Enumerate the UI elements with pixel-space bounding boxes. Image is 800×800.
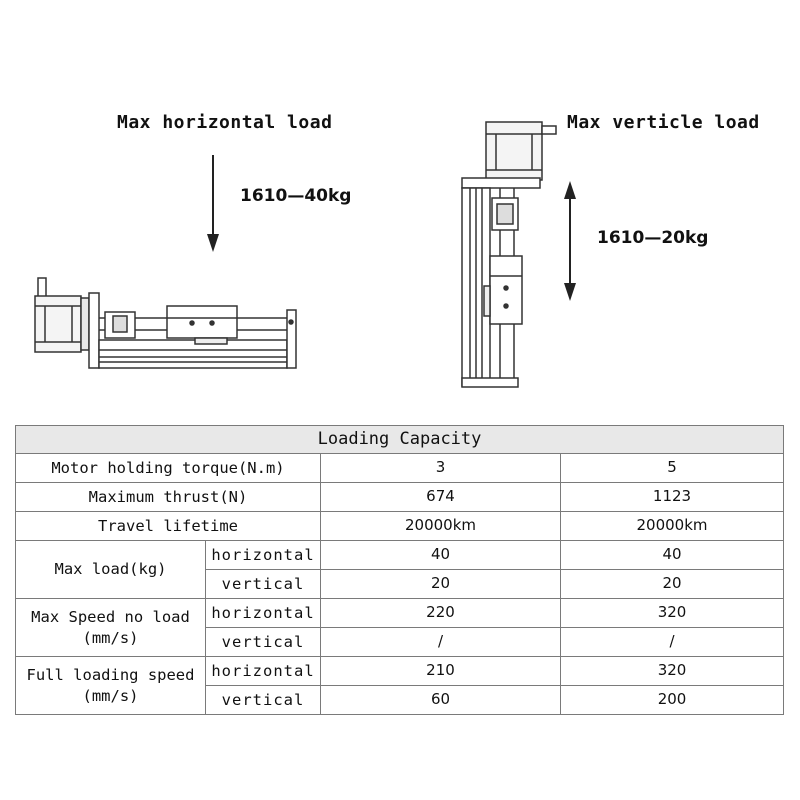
vertical-load-title: Max verticle load [567, 112, 760, 133]
row-label-line2: (mm/s) [82, 628, 139, 647]
sub-label: horizontal [206, 599, 321, 628]
table-title: Loading Capacity [16, 426, 784, 454]
sub-label: horizontal [206, 541, 321, 570]
table-cell: 220 [321, 599, 561, 628]
table-cell: 40 [321, 541, 561, 570]
table-cell: 210 [321, 657, 561, 686]
table-cell: / [321, 628, 561, 657]
table-cell: 20000km [321, 512, 561, 541]
table-cell: 40 [561, 541, 784, 570]
down-arrow-icon [207, 155, 219, 252]
table-row [16, 454, 784, 483]
sub-label: vertical [206, 686, 321, 715]
vertical-stage-drawing [462, 122, 556, 387]
table-cell: 3 [321, 454, 561, 483]
up-down-arrow-icon [564, 181, 576, 301]
vertical-load-value: 1610—20kg [597, 228, 709, 248]
table-cell: / [561, 628, 784, 657]
table-cell: 320 [561, 657, 784, 686]
table-cell: 5 [561, 454, 784, 483]
horizontal-stage-drawing [35, 278, 296, 368]
table-cell: 20 [321, 570, 561, 599]
horizontal-load-value: 1610—40kg [240, 186, 352, 206]
row-label [16, 599, 206, 657]
table-cell: 1123 [561, 483, 784, 512]
table-cell: 60 [321, 686, 561, 715]
table-cell: 200 [561, 686, 784, 715]
table-cell: 320 [561, 599, 784, 628]
table-row [16, 599, 784, 628]
table-cell: 20 [561, 570, 784, 599]
loading-capacity-table [15, 425, 784, 715]
row-label-line1: Max Speed no load [31, 608, 190, 627]
row-label: Max load(kg) [16, 541, 206, 599]
row-label: Maximum thrust(N) [16, 483, 321, 512]
table-row [16, 657, 784, 686]
sub-label: horizontal [206, 657, 321, 686]
row-label [16, 657, 206, 715]
row-label-line1: Full loading speed [26, 666, 195, 685]
table-cell: 20000km [561, 512, 784, 541]
row-label: Travel lifetime [16, 512, 321, 541]
table-row [16, 483, 784, 512]
table-cell: 674 [321, 483, 561, 512]
horizontal-load-title: Max horizontal load [117, 112, 333, 133]
table-row [16, 512, 784, 541]
sub-label: vertical [206, 570, 321, 599]
sub-label: vertical [206, 628, 321, 657]
row-label-line2: (mm/s) [82, 686, 139, 705]
table-header-row [16, 426, 784, 454]
row-label: Motor holding torque(N.m) [16, 454, 321, 483]
table-row [16, 541, 784, 570]
